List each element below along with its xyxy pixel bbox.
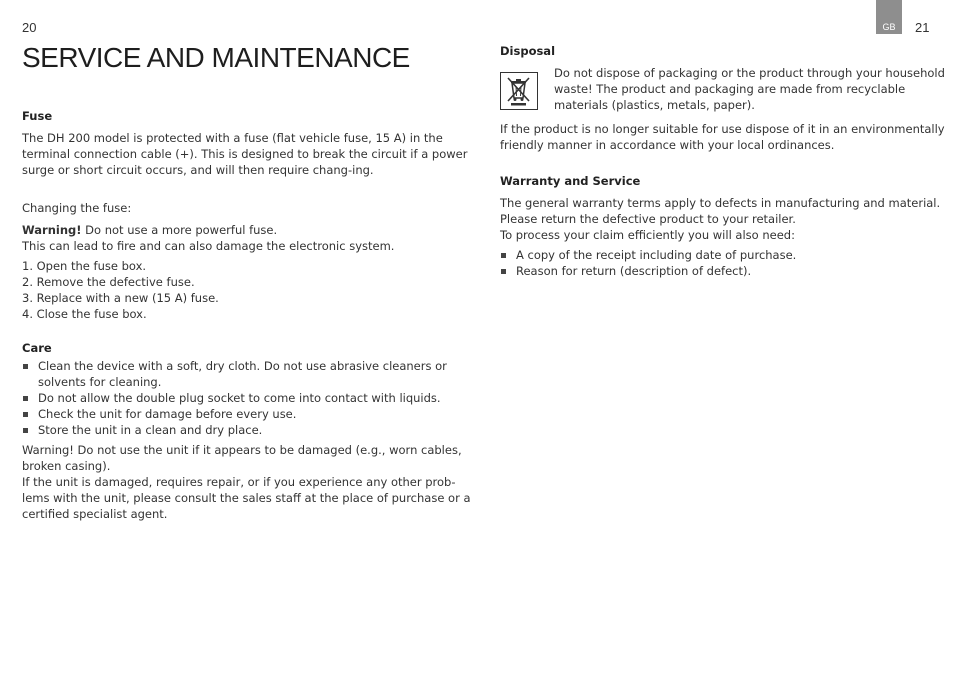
disposal-paragraph (554, 65, 945, 113)
warranty-line: The general warranty terms apply to defects in manufacturing and material. (500, 196, 941, 210)
disposal-line: If the product is no longer suitable for use dispose of it in an environmentally (500, 122, 945, 136)
changing-fuse-label: Changing the fuse: (22, 201, 132, 215)
list-item: 2. Remove the defective fuse. (22, 275, 195, 289)
warranty-paragraph (500, 195, 940, 243)
warranty-bullet-list (500, 247, 796, 279)
bullet-text: solvents for cleaning. (38, 375, 162, 389)
closing-line: certified specialist agent. (22, 507, 168, 521)
closing-line: Warning! Do not use the unit if it appears to be damaged (e.g., worn cables, (22, 443, 462, 457)
list-item: Do not allow the double plug socket to come into contact with liquids. (22, 390, 447, 406)
disposal-line: Do not dispose of packaging or the product through your household (554, 66, 945, 80)
list-item: 1. Open the fuse box. (22, 259, 147, 273)
closing-line: lems with the unit, please consult the sales staff at the place of purchase or a (22, 491, 471, 505)
list-item: 4. Close the fuse box. (22, 307, 147, 321)
care-closing-paragraph (22, 442, 471, 522)
crossed-out-wheelie-bin-icon (500, 72, 538, 110)
list-item: 3. Replace with a new (15 A) fuse. (22, 291, 219, 305)
left-page-number: 20 (22, 20, 37, 35)
list-item: Check the unit for damage before every use. (22, 406, 447, 422)
warning-text: Do not use a more powerful fuse. (81, 223, 278, 237)
fuse-line: surge or short circuit occurs, and will then require chang-ing. (22, 163, 374, 177)
list-item: Reason for return (description of defect). (500, 263, 796, 279)
care-bullet-list (22, 358, 447, 438)
fuse-paragraph (22, 130, 467, 178)
warranty-line: To process your claim efficiently you will also need: (500, 228, 795, 242)
right-page-number: 21 (915, 20, 930, 35)
disposal-line: friendly manner in accordance with your local ordinances. (500, 138, 835, 152)
disposal-line: waste! The product and packaging are made from recyclable (554, 82, 906, 96)
warning-bold: Warning! (22, 223, 82, 237)
disposal-heading: Disposal (500, 44, 556, 58)
list-item: A copy of the receipt including date of purchase. (500, 247, 796, 263)
language-tab: GB (876, 0, 902, 34)
bullet-text: Clean the device with a soft, dry cloth. Do not use abrasive cleaners or (38, 359, 447, 373)
warning-line2: This can lead to fire and can also damage the electronic system. (22, 239, 395, 253)
disposal-paragraph-2 (500, 121, 945, 153)
care-heading: Care (22, 341, 52, 355)
fuse-line: The DH 200 model is protected with a fuse (flat vehicle fuse, 15 A) in the (22, 131, 443, 145)
fuse-steps-list (22, 258, 219, 322)
closing-line: If the unit is damaged, requires repair, or if you experience any other prob- (22, 475, 456, 489)
disposal-line: materials (plastics, metals, paper). (554, 98, 755, 112)
fuse-line: terminal connection cable (+). This is designed to break the circuit if a power (22, 147, 468, 161)
warranty-heading: Warranty and Service (500, 174, 641, 188)
list-item (22, 358, 447, 390)
warranty-line: Please return the defective product to your retailer. (500, 212, 796, 226)
page-title: SERVICE AND MAINTENANCE (22, 42, 410, 73)
list-item: Store the unit in a clean and dry place. (22, 422, 447, 438)
fuse-warning (22, 222, 394, 254)
fuse-heading: Fuse (22, 109, 53, 123)
closing-line: broken casing). (22, 459, 111, 473)
